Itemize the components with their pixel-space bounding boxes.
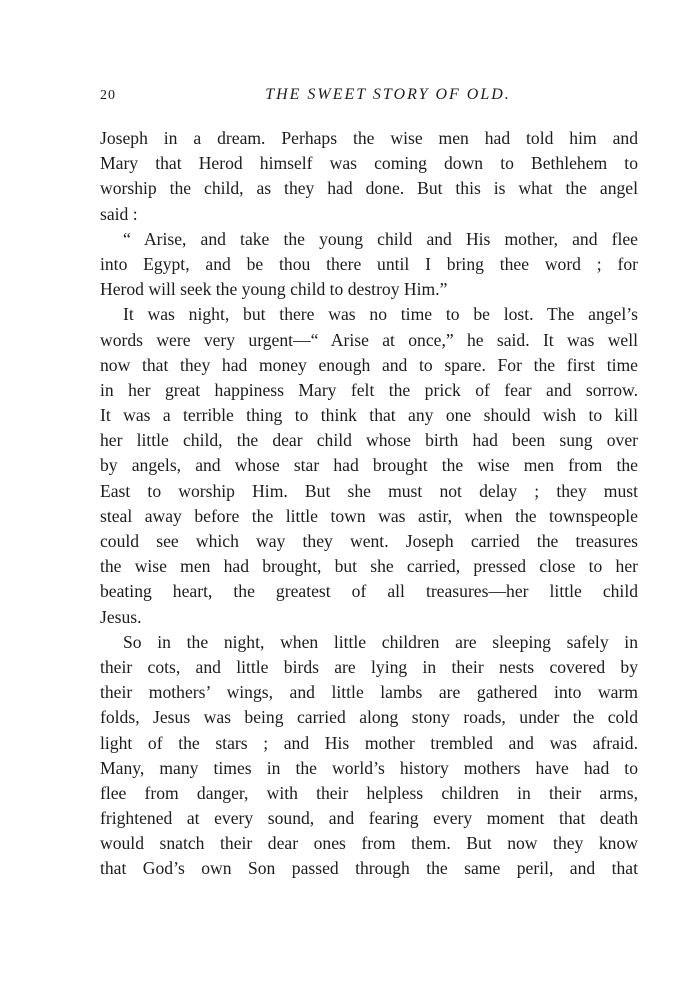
text-line: their cots, and little birds are lying in their nests covered by	[100, 656, 638, 677]
text-line: So in the night, when little children are sleeping safely in	[123, 631, 638, 652]
page-number: 20	[100, 88, 116, 103]
text-line: would snatch their dear ones from them. But now they know	[100, 833, 638, 854]
text-line: frightened at every sound, and fearing every moment that death	[100, 808, 638, 829]
running-head	[100, 86, 636, 108]
text-line: by angels, and whose star had brought the wise men from the	[100, 455, 638, 476]
text-line: in her great happiness Mary felt the prick of fear and sorrow.	[100, 379, 638, 400]
text-line: folds, Jesus was being carried along stony roads, under the cold	[100, 707, 638, 728]
text-line: her little child, the dear child whose birth had been sung over	[100, 430, 638, 451]
paragraph	[100, 126, 638, 227]
paragraph	[100, 302, 638, 629]
text-line: said :	[100, 203, 138, 224]
text-line: Many, many times in the world’s history mothers have had to	[100, 757, 638, 778]
text-line: could see which way they went. Joseph carried the treasures	[100, 531, 638, 551]
text-line: “ Arise, and take the young child and His mother, and flee	[123, 228, 638, 249]
text-line: East to worship Him. But she must not delay ; they must	[100, 480, 638, 501]
running-title: THE SWEET STORY OF OLD.	[265, 86, 511, 103]
body-text	[100, 126, 638, 882]
paragraph	[100, 630, 638, 882]
text-line: It was a terrible thing to think that any one should wish to kill	[100, 405, 638, 426]
text-line: It was night, but there was no time to be lost. The angel’s	[123, 304, 638, 325]
text-line: steal away before the little town was astir, when the townspeople	[100, 505, 638, 526]
text-line: Joseph in a dream. Perhaps the wise men had told him and	[100, 128, 638, 148]
text-line: flee from danger, with their helpless children in their arms,	[100, 782, 638, 803]
text-line: Herod will seek the young child to destroy Him.”	[100, 279, 448, 300]
text-line: worship the child, as they had done. But this is what the angel	[100, 178, 638, 199]
text-line: their mothers’ wings, and little lambs are gathered into warm	[100, 682, 638, 703]
text-line: now that they had money enough and to spare. For the first time	[100, 354, 638, 375]
text-line: into Egypt, and be thou there until I bring thee word ; for	[100, 253, 638, 274]
paragraph	[100, 227, 638, 303]
text-line: light of the stars ; and His mother trembled and was afraid.	[100, 732, 638, 753]
text-line: Mary that Herod himself was coming down to Bethlehem to	[100, 153, 638, 174]
text-line: beating heart, the greatest of all treasures—her little child	[100, 581, 638, 602]
text-line: that God’s own Son passed through the same peril, and that	[100, 858, 638, 879]
text-line: Jesus.	[100, 606, 142, 627]
text-line: the wise men had brought, but she carried, pressed close to her	[100, 556, 638, 577]
text-line: words were very urgent—“ Arise at once,” he said. It was well	[100, 329, 638, 350]
